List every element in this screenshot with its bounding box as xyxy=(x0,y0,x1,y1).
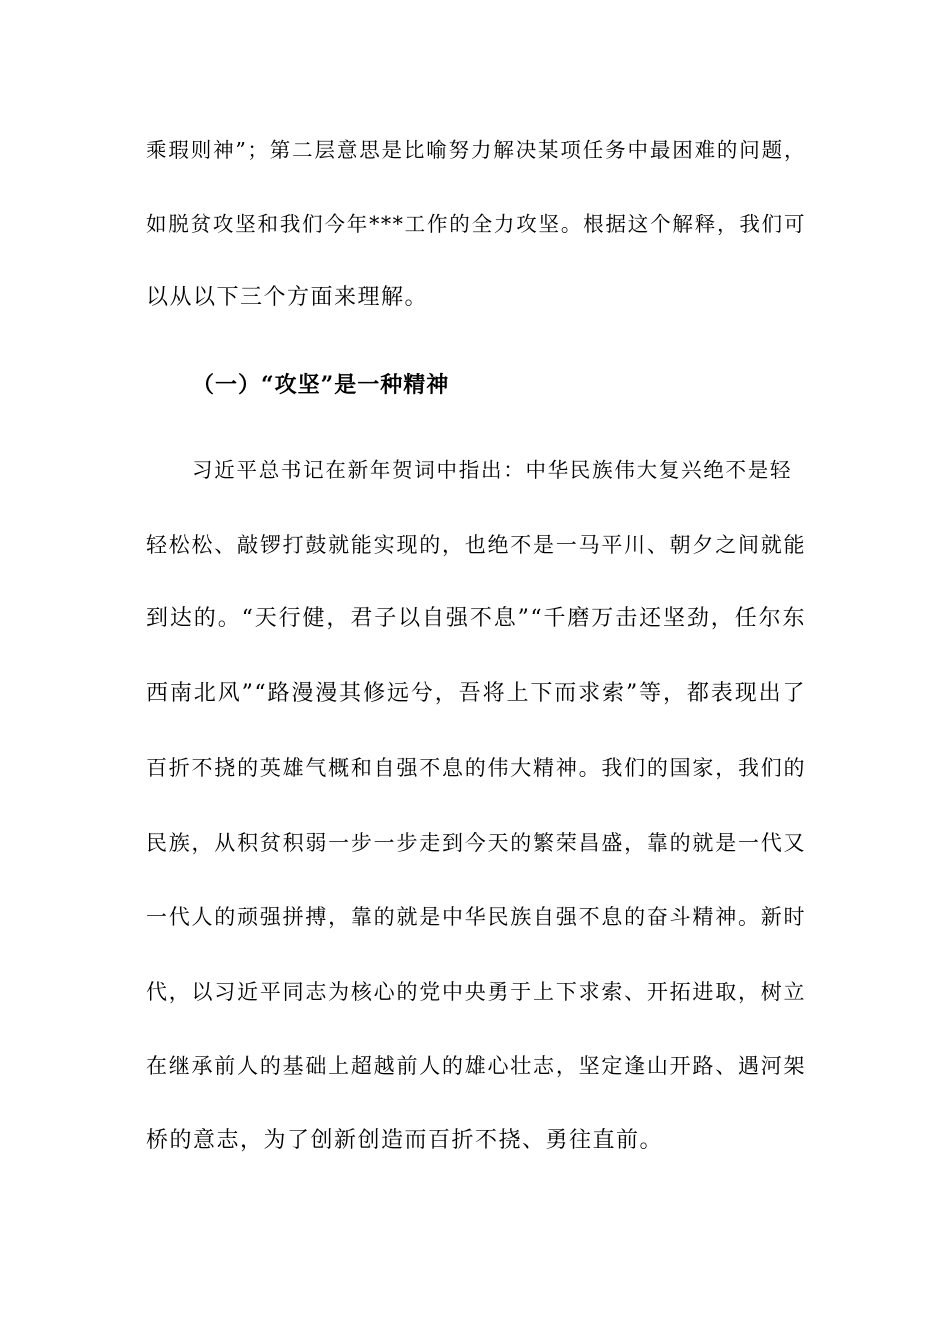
paragraph-line: 乘瑕则神”；第二层意思是比喻努力解决某项任务中最困难的问题， xyxy=(146,138,806,162)
paragraph-line: 民族，从积贫积弱一步一步走到今天的繁荣昌盛，靠的就是一代又 xyxy=(146,831,806,855)
paragraph-line: 代，以习近平同志为核心的党中央勇于上下求索、开拓进取，树立 xyxy=(146,980,806,1004)
paragraph-line: 一代人的顽强拼搏，靠的就是中华民族自强不息的奋斗精神。新时 xyxy=(146,905,806,929)
paragraph-line: 如脱贫攻坚和我们今年***工作的全力攻坚。根据这个解释，我们可 xyxy=(146,212,806,236)
section-heading: （一）“攻坚”是一种精神 xyxy=(192,372,450,398)
paragraph-line: 西南北风”“路漫漫其修远兮，吾将上下而求索”等，都表现出了 xyxy=(146,681,806,706)
paragraph-line: 到达的。“天行健，君子以自强不息”“千磨万击还坚劲，任尔东 xyxy=(146,606,806,631)
paragraph-line: 桥的意志，为了创新创造而百折不挠、勇往直前。 xyxy=(146,1128,664,1153)
paragraph-line: 以从以下三个方面来理解。 xyxy=(146,285,429,310)
paragraph-line: 习近平总书记在新年贺词中指出：中华民族伟大复兴绝不是轻 xyxy=(192,458,792,482)
paragraph-line: 在继承前人的基础上超越前人的雄心壮志，坚定逢山开路、遇河架 xyxy=(146,1054,806,1078)
paragraph-line: 百折不挠的英雄气概和自强不息的伟大精神。我们的国家，我们的 xyxy=(146,756,806,780)
paragraph-line: 轻松松、敲锣打鼓就能实现的，也绝不是一马平川、朝夕之间就能 xyxy=(146,533,806,557)
